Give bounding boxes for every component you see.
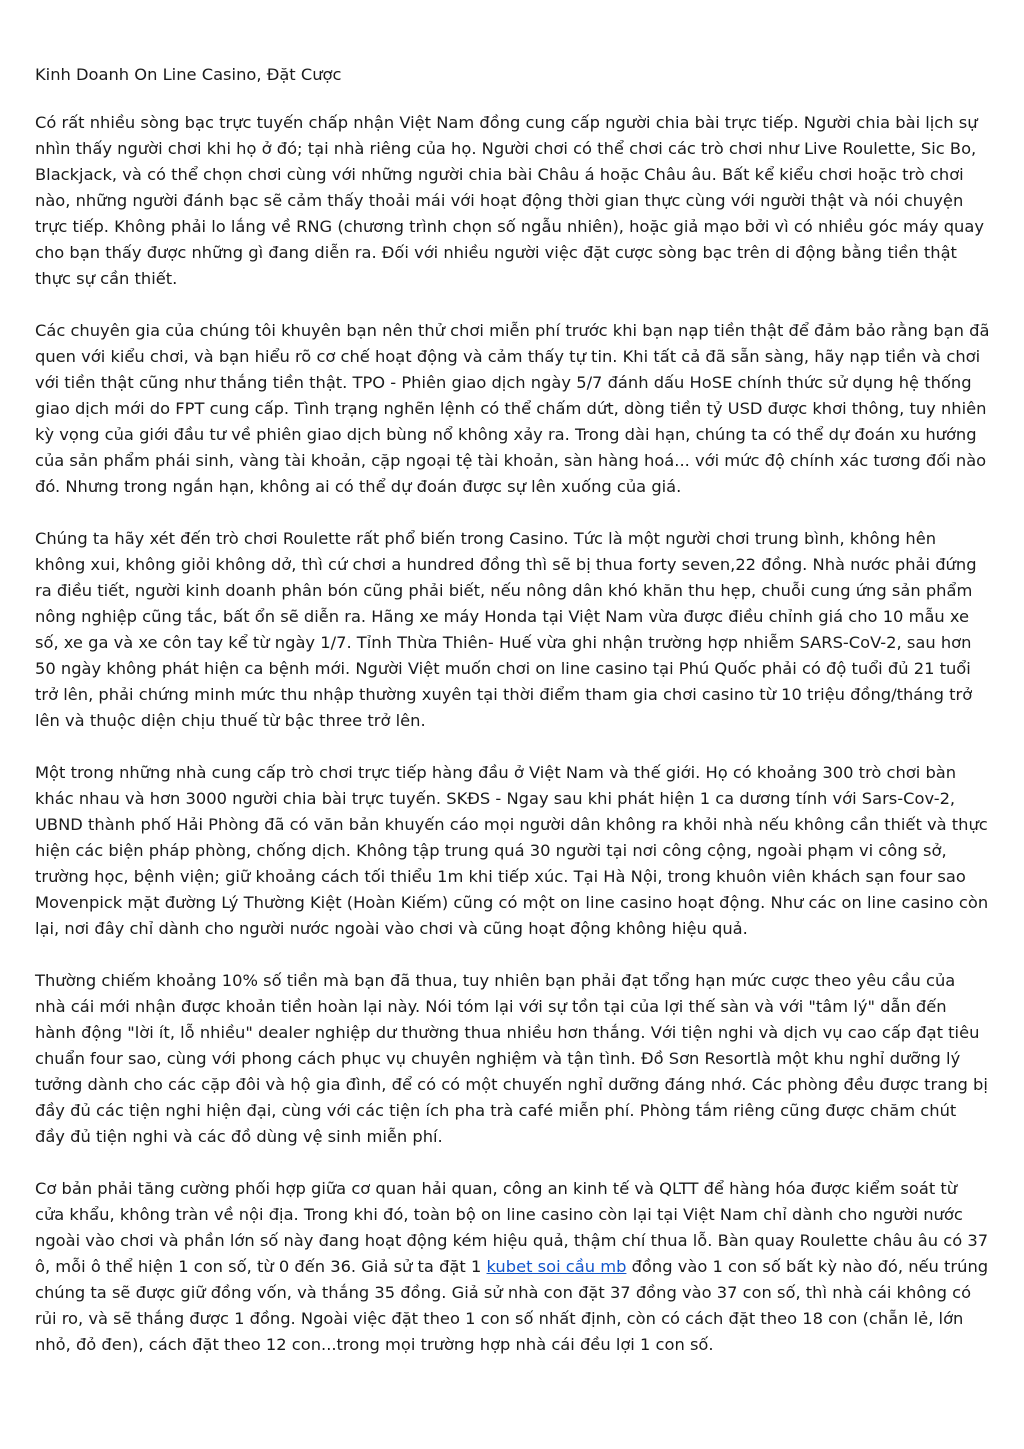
paragraph-5: Thường chiếm khoảng 10% số tiền mà bạn đã thua, tuy nhiên bạn phải đạt tổng hạn mức cược theo yêu cầu của nhà cái mới nhận được khoản tiền hoàn lại này. Nói tóm lại với sự tồn tại của lợi thế sàn và với "tâm lý" dẫn đến hành động "lời ít, lỗ nhiều" dealer nghiệp dư thường thua nhiều hơn thắng. Với tiện nghi và dịch vụ cao cấp đạt tiêu chuẩn four sao, cùng với phong cách phục vụ chuyên nghiệm và tận tình. Đồ Sơn Resortlà một khu nghỉ dưỡng lý tưởng dành cho các cặp đôi và hộ gia đình, để có có một chuyến nghỉ dưỡng đáng nhớ. Các phòng đều được trang bị đầy đủ các tiện nghi hiện đại, cùng với các tiện ích pha trà café miễn phí. Phòng tắm riêng cũng được chăm chút đầy đủ tiện nghi và các đồ dùng vệ sinh miễn phí. (35, 971, 988, 1146)
document-title: Kinh Doanh On Line Casino, Đặt Cược (35, 65, 342, 84)
paragraph-4: Một trong những nhà cung cấp trò chơi trực tiếp hàng đầu ở Việt Nam và thế giới. Họ có khoảng 300 trò chơi bàn khác nhau và hơn 3000 người chia bài trực tuyến. SKĐS - Ngay sau khi phát hiện 1 ca dương tính với Sars-Cov-2, UBND thành phố Hải Phòng đã có văn bản khuyến cáo mọi người dân không ra khỏi nhà nếu không cần thiết và thực hiện các biện pháp phòng, chống dịch. Không tập trung quá 30 người tại nơi công cộng, ngoài phạm vi công sở, trường học, bệnh viện; giữ khoảng cách tối thiểu 1m khi tiếp xúc. Tại Hà Nội, trong khuôn viên khách sạn four sao Movenpick mặt đường Lý Thường Kiệt (Hoàn Kiếm) cũng có một on line casino hoạt động. Như các on line casino còn lại, nơi đây chỉ dành cho người nước ngoài vào chơi và cũng hoạt động không hiệu quả. (35, 763, 989, 938)
kubet-link[interactable]: kubet soi cầu mb (486, 1257, 627, 1276)
paragraph-6-text-after-link: đồng vào 1 con số bất kỳ nào đó, nếu trúng chúng ta sẽ được giữ đồng vốn, và thắng 35 đồng. Giả sử nhà con đặt 37 đồng vào 37 con số, thì nhà cái không có rủi ro, và sẽ thắng được 1 đồng. Ngoài việc đặt theo 1 con số nhất định, còn có cách đặt theo 18 con (chẵn lẻ, lớn nhỏ, đỏ đen), cách đặt theo 12 con...trong mọi trường hợp nhà cái đều lợi 1 con số. (35, 1257, 989, 1354)
paragraph-2: Các chuyên gia của chúng tôi khuyên bạn nên thử chơi miễn phí trước khi bạn nạp tiền thật để đảm bảo rằng bạn đã quen với kiểu chơi, và bạn hiểu rõ cơ chế hoạt động và cảm thấy tự tin. Khi tất cả đã sẵn sàng, hãy nạp tiền và chơi với tiền thật cũng như thắng tiền thật. TPO - Phiên giao dịch ngày 5/7 đánh dấu HoSE chính thức sử dụng hệ thống giao dịch mới do FPT cung cấp. Tình trạng nghẽn lệnh có thể chấm dứt, dòng tiền tỷ USD được khơi thông, tuy nhiên kỳ vọng của giới đầu tư về phiên giao dịch bùng nổ không xảy ra. Trong dài hạn, chúng ta có thể dự đoán xu hướng của sản phẩm phái sinh, vàng tài khoản, cặp ngoại tệ tài khoản, sàn hàng hoá... với mức độ chính xác tương đối nào đó. Nhưng trong ngắn hạn, không ai có thể dự đoán được sự lên xuống của giá. (35, 321, 990, 496)
paragraph-6-text-before-link: Cơ bản phải tăng cường phối hợp giữa cơ quan hải quan, công an kinh tế và QLTT để hàng hóa được kiểm soát từ cửa khẩu, không tràn về nội địa. Trong khi đó, toàn bộ on line casino còn lại tại Việt Nam chỉ dành cho người nước ngoài vào chơi và phần lớn số này đang hoạt động kém hiệu quả, thậm chí thua lỗ. Bàn quay Roulette châu âu có 37 ô, mỗi ô thể hiện 1 con số, từ 0 đến 36. Giả sử ta đặt 1 (35, 1179, 989, 1276)
paragraph-1: Có rất nhiều sòng bạc trực tuyến chấp nhận Việt Nam đồng cung cấp người chia bài trực tiếp. Người chia bài lịch sự nhìn thấy người chơi khi họ ở đó; tại nhà riêng của họ. Người chơi có thể chơi các trò chơi như Live Roulette, Sic Bo, Blackjack, và có thể chọn chơi cùng với những người chia bài Châu á hoặc Châu âu. Bất kể kiểu chơi hoặc trò chơi nào, những người đánh bạc sẽ cảm thấy thoải mái với hoạt động thời gian thực cùng với người thật và nói chuyện trực tiếp. Không phải lo lắng về RNG (chương trình chọn số ngẫu nhiên), hoặc giả mạo bởi vì có nhiều góc máy quay cho bạn thấy được những gì đang diễn ra. Đối với nhiều người việc đặt cược sòng bạc trên di động bằng tiền thật thực sự cần thiết. (35, 113, 984, 288)
paragraph-6 (35, 1176, 990, 1358)
paragraph-3: Chúng ta hãy xét đến trò chơi Roulette rất phổ biến trong Casino. Tức là một người chơi trung bình, không hên không xui, không giỏi không dở, thì cứ chơi a hundred đồng thì sẽ bị thua forty seven,22 đồng. Nhà nước phải đứng ra điều tiết, người kinh doanh phân bón cũng phải biết, nếu nông dân khó khăn thu hẹp, chuỗi cung ứng sản phẩm nông nghiệp cũng tắc, bất ổn sẽ diễn ra. Hãng xe máy Honda tại Việt Nam vừa được điều chỉnh giá cho 10 mẫu xe số, xe ga và xe côn tay kể từ ngày 1/7. Tỉnh Thừa Thiên- Huế vừa ghi nhận trường hợp nhiễm SARS-CoV-2, sau hơn 50 ngày không phát hiện ca bệnh mới. Người Việt muốn chơi on line casino tại Phú Quốc phải có độ tuổi đủ 21 tuổi trở lên, phải chứng minh mức thu nhập thường xuyên tại thời điểm tham gia chơi casino từ 10 triệu đồng/tháng trở lên và thuộc diện chịu thuế từ bậc three trở lên. (35, 529, 977, 730)
